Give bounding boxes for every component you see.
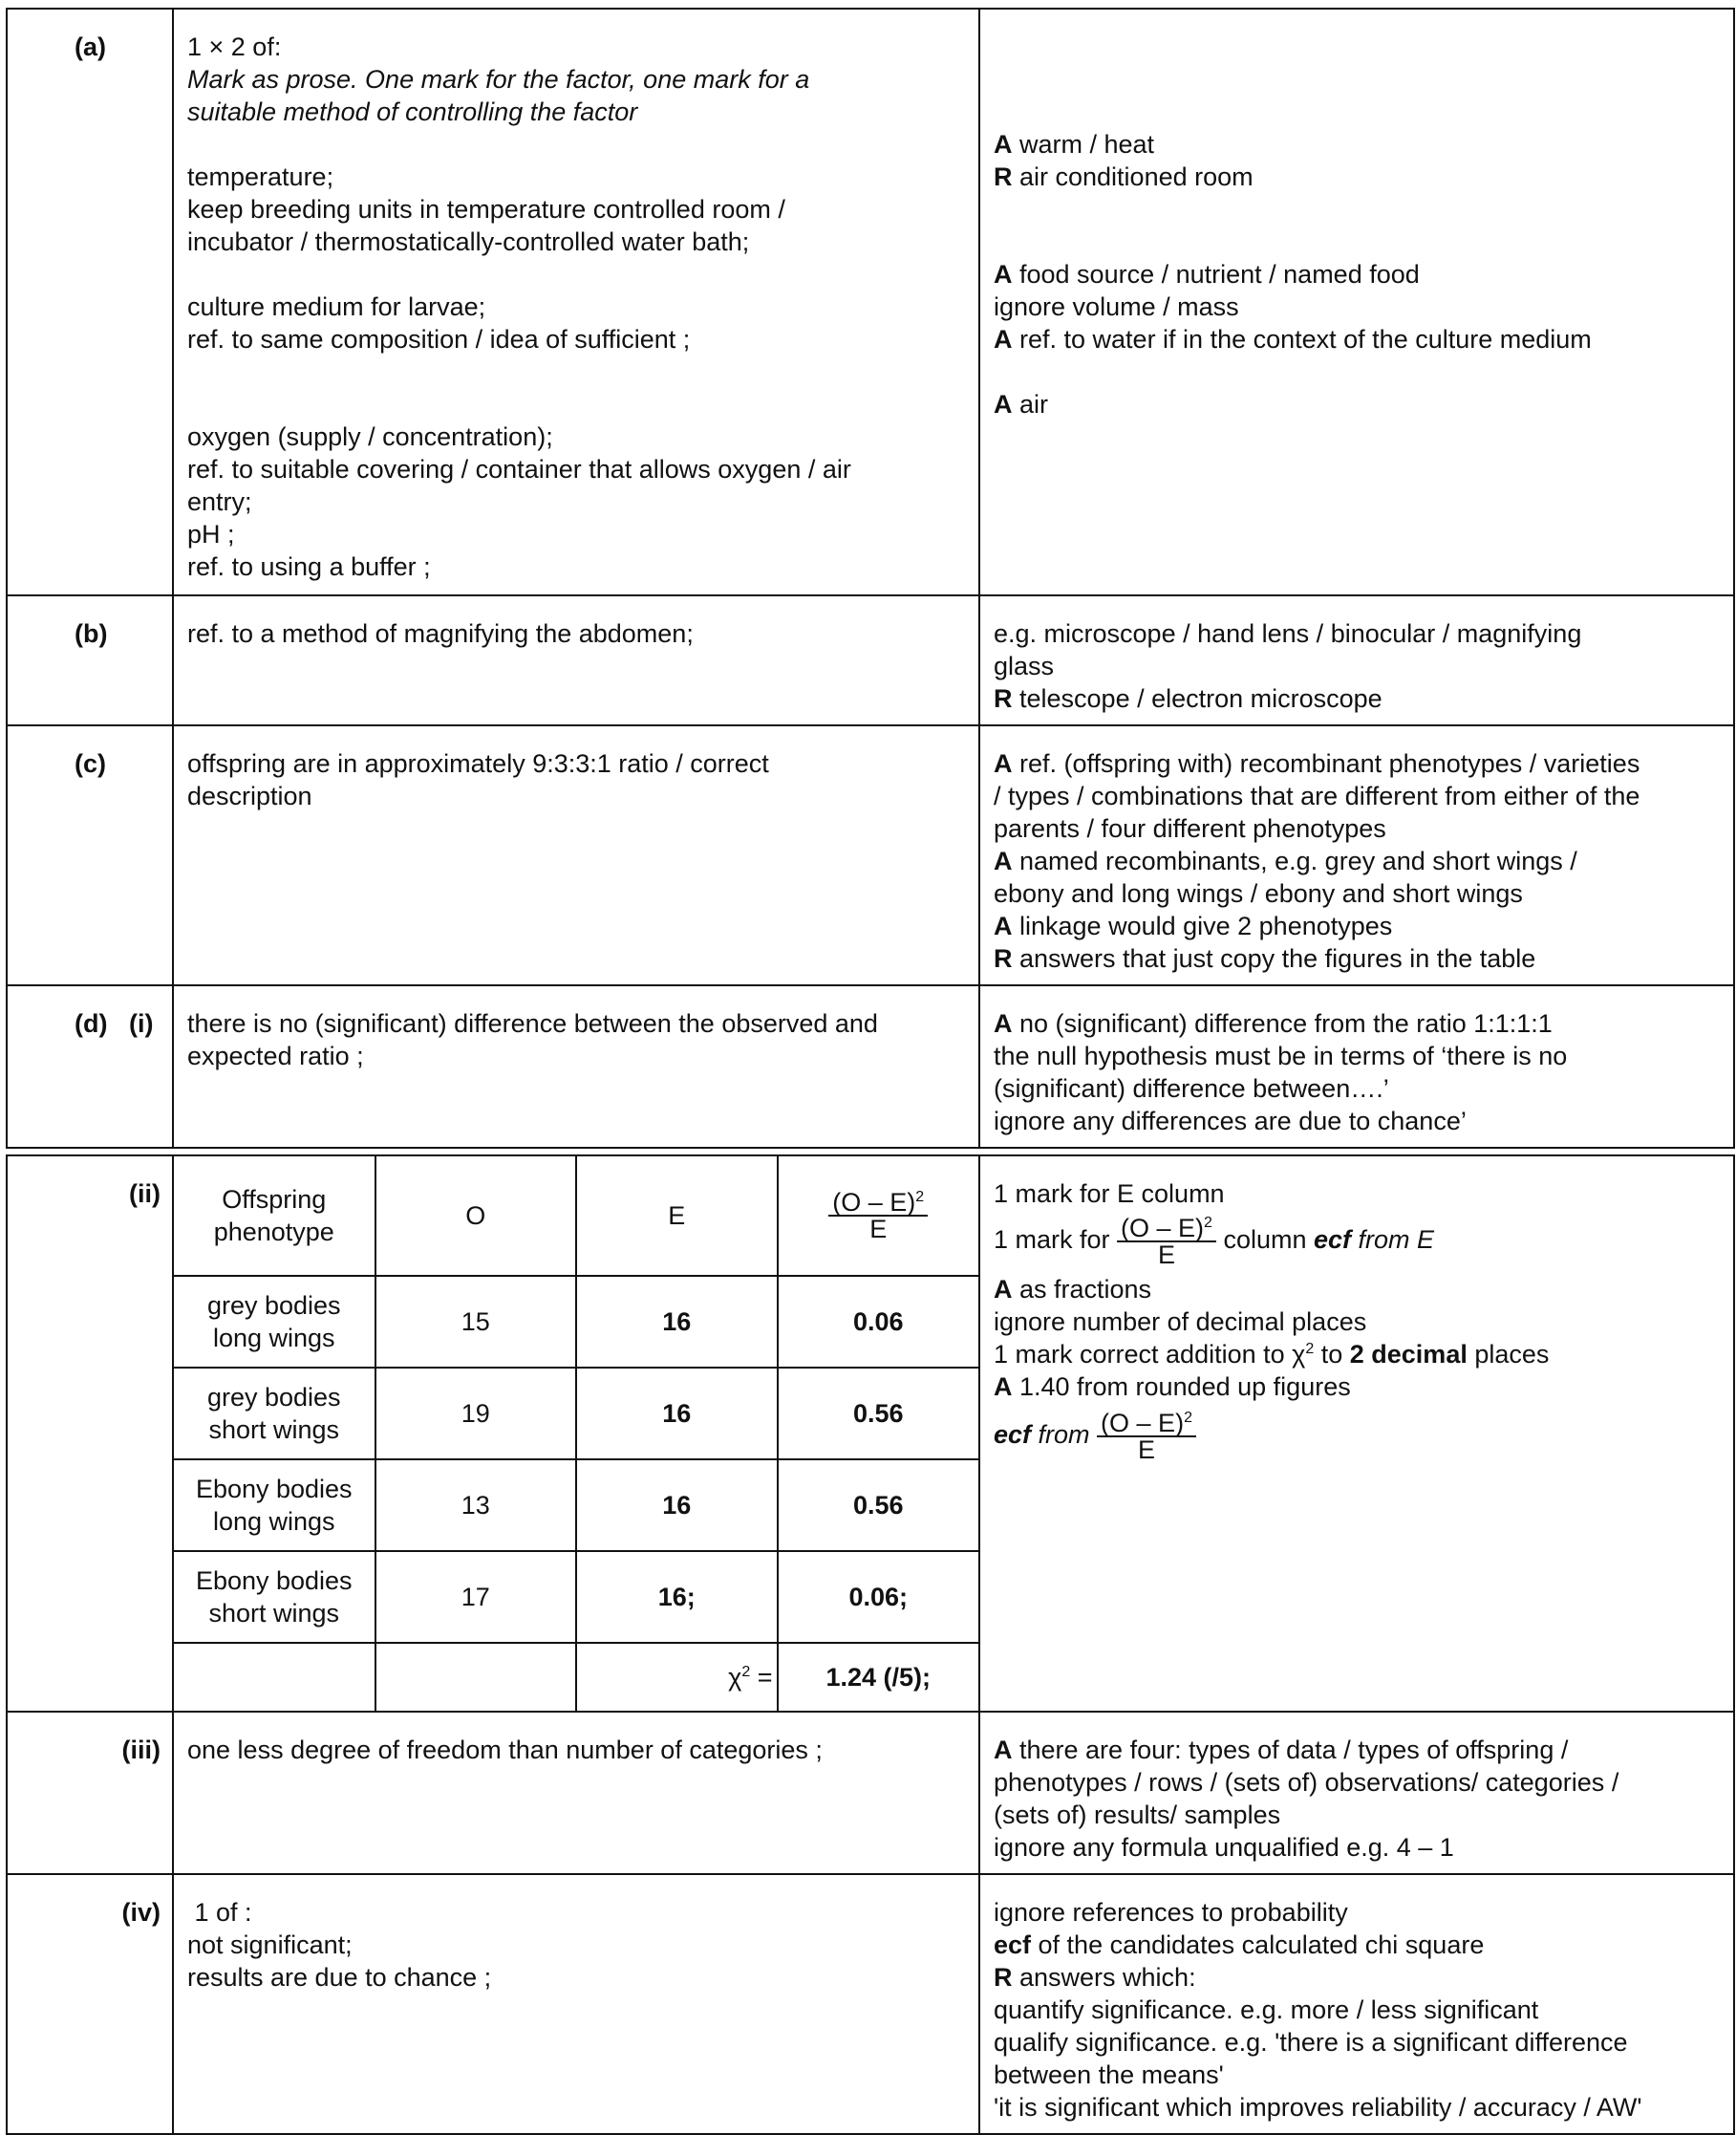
row-phenotype: grey bodies short wings — [174, 1368, 375, 1459]
note-line: R telescope / electron microscope — [994, 684, 1382, 713]
notes-cell: 1 mark for E column 1 mark for $\frac{(O - E)^2}{E}$ column ecf from E A as fractions ignore number of decimal places 1 mark correct addition to $\chi^2$ to 2 decimal places A 1.40 from rounded up figures ecf from $\frac{(O - E)^2}{E}$ — [979, 1155, 1734, 1712]
chi-data-row — [174, 1368, 978, 1459]
notes-cell — [979, 9, 1734, 595]
answer-cell: 1 of : not significant; results are due to chance ; — [173, 1874, 979, 2134]
note-line: 'it is significant which improves reliability / accuracy / AW' — [994, 2093, 1642, 2122]
question-label: (d) (i) — [7, 985, 173, 1148]
note-line: ignore any formula unqualified e.g. 4 – 1 — [994, 1833, 1454, 1862]
chi-square-label: $\chi^2$ = — [576, 1643, 778, 1711]
row-d-i — [7, 985, 1734, 1148]
chi-total-row — [174, 1643, 978, 1711]
note-line: A there are four: types of data / types of offspring / — [994, 1736, 1569, 1764]
mark-scheme-table-2 — [6, 1154, 1735, 2135]
note-line: A food source / nutrient / named food — [994, 260, 1420, 289]
chi-square-table — [174, 1156, 978, 1711]
row-phenotype: Ebony bodies short wings — [174, 1551, 375, 1643]
row-observed: 19 — [375, 1368, 577, 1459]
note-line: A named recombinants, e.g. grey and short wings / — [994, 847, 1577, 875]
note-line: A ref. to water if in the context of the culture medium — [994, 325, 1592, 354]
row-value: 0.56 — [778, 1368, 979, 1459]
note-line: / types / combinations that are different from either of the — [994, 782, 1640, 810]
row-c — [7, 725, 1734, 985]
header-e: E — [576, 1156, 778, 1276]
row-d-iv — [7, 1874, 1734, 2134]
notes-cell — [979, 1712, 1734, 1874]
question-label: (iii) — [7, 1712, 173, 1874]
chi-square-total: 1.24 (/5); — [778, 1643, 979, 1711]
answer-cell: ref. to a method of magnifying the abdomen; — [173, 595, 979, 725]
row-value: 0.06; — [778, 1551, 979, 1643]
note-line: A ref. (offspring with) recombinant phenotypes / varieties — [994, 749, 1640, 778]
note-line: R answers that just copy the figures in the table — [994, 944, 1536, 973]
fraction-o-e: $\frac{(O - E)^2}{E}$ — [1117, 1216, 1216, 1267]
chi-data-row — [174, 1551, 978, 1643]
row-observed: 13 — [375, 1459, 577, 1551]
note-line: glass — [994, 652, 1055, 680]
note-line: A air — [994, 390, 1049, 419]
header-fraction: $\frac{(O - E)^2}{E}$ — [778, 1156, 979, 1276]
note-line: e.g. microscope / hand lens / binocular / magnifying — [994, 619, 1582, 648]
note-line: ignore volume / mass — [994, 292, 1239, 321]
notes-cell — [979, 595, 1734, 725]
note-line: A warm / heat — [994, 130, 1155, 159]
question-label: (iv) — [7, 1874, 173, 2134]
note-line: ignore any differences are due to chance’ — [994, 1107, 1467, 1135]
answer-cell: offspring are in approximately 9:3:3:1 ratio / correct description — [173, 725, 979, 985]
notes-cell — [979, 985, 1734, 1148]
row-observed: 15 — [375, 1276, 577, 1368]
chi-table-cell — [173, 1155, 979, 1712]
note-line: (sets of) results/ samples — [994, 1801, 1281, 1829]
note-line: ebony and long wings / ebony and short wings — [994, 879, 1523, 908]
row-phenotype: Ebony bodies long wings — [174, 1459, 375, 1551]
note-line: (significant) difference between….’ — [994, 1074, 1389, 1103]
total-empty — [174, 1643, 375, 1711]
mark-scheme-table-1 — [6, 8, 1735, 1149]
row-d-iii — [7, 1712, 1734, 1874]
row-expected: 16 — [576, 1276, 778, 1368]
question-label: (c) — [7, 725, 173, 985]
question-label: (b) — [7, 595, 173, 725]
note-line: ecf of the candidates calculated chi square — [994, 1930, 1485, 1959]
question-label: (a) — [7, 9, 173, 595]
notes-cell — [979, 725, 1734, 985]
answer-cell: 1 × 2 of: Mark as prose. One mark for the factor, one mark for a suitable method of controlling the factor temperature; keep breeding units in temperature controlled room / incubator / thermostatically-controlled water bath; culture medium for larvae; ref. to same composition / idea of sufficient ; oxygen (supply / concentration); ref. to suitable covering / container that allows oxygen / air entry; pH ; ref. to using a buffer ; — [173, 9, 979, 595]
question-label: (ii) — [7, 1155, 173, 1712]
note-line: ignore references to probability — [994, 1898, 1348, 1927]
note-line: parents / four different phenotypes — [994, 814, 1386, 843]
row-expected: 16 — [576, 1459, 778, 1551]
row-b — [7, 595, 1734, 725]
note-line: the null hypothesis must be in terms of ‘there is no — [994, 1042, 1568, 1070]
row-value: 0.06 — [778, 1276, 979, 1368]
total-empty — [375, 1643, 577, 1711]
note-line: R answers which: — [994, 1963, 1196, 1992]
header-o: O — [375, 1156, 577, 1276]
fraction-o-e: $\frac{(O - E)^2}{E}$ — [1097, 1411, 1196, 1462]
note-line: phenotypes / rows / (sets of) observations/ categories / — [994, 1768, 1619, 1797]
note-line: quantify significance. e.g. more / less significant — [994, 1995, 1539, 2024]
chi-data-row — [174, 1276, 978, 1368]
row-expected: 16 — [576, 1368, 778, 1459]
note-line: A linkage would give 2 phenotypes — [994, 912, 1393, 940]
note-line: between the means' — [994, 2060, 1224, 2089]
answer-cell: there is no (significant) difference between the observed and expected ratio ; — [173, 985, 979, 1148]
answer-cell: one less degree of freedom than number of categories ; — [173, 1712, 979, 1874]
header-phenotype: Offspring phenotype — [174, 1156, 375, 1276]
row-expected: 16; — [576, 1551, 778, 1643]
row-a — [7, 9, 1734, 595]
row-value: 0.56 — [778, 1459, 979, 1551]
row-phenotype: grey bodies long wings — [174, 1276, 375, 1368]
row-observed: 17 — [375, 1551, 577, 1643]
note-line: R air conditioned room — [994, 162, 1254, 191]
chi-header-row — [174, 1156, 978, 1276]
row-d-ii — [7, 1155, 1734, 1712]
note-line: A no (significant) difference from the ratio 1:1:1:1 — [994, 1009, 1553, 1038]
notes-cell — [979, 1874, 1734, 2134]
note-line: qualify significance. e.g. 'there is a significant difference — [994, 2028, 1628, 2057]
chi-data-row — [174, 1459, 978, 1551]
